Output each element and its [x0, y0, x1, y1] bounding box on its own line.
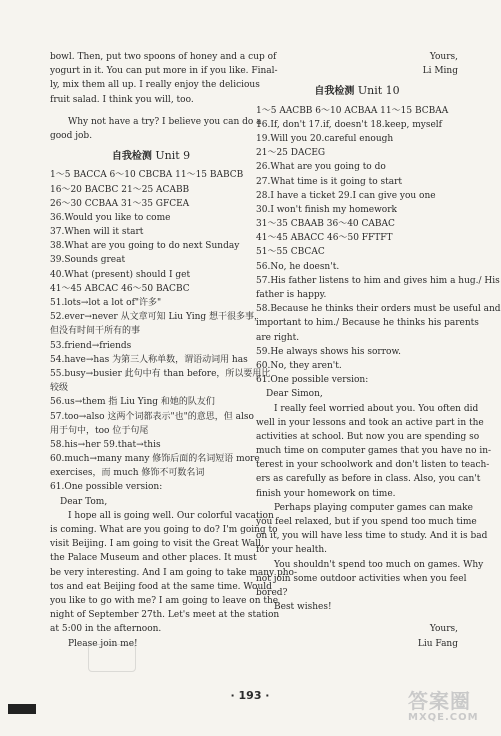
letter-line: at 5:00 in the afternoon.	[50, 624, 162, 635]
letter-line: much time on computer games that you have no in-	[256, 446, 492, 457]
answer-line: 26～30 CCBAA 31～35 GFCEA	[50, 198, 190, 209]
section-heading-unit-9: 自我检测 Unit 9	[111, 149, 191, 163]
letter-line: you feel relaxed, but if you spend too much time	[256, 517, 477, 528]
letter-closing: Best wishes!	[274, 602, 332, 613]
section-heading-unit-10: 自我检测 Unit 10	[314, 84, 400, 98]
letter-line: activities at school. But now you are spending so	[256, 431, 480, 442]
answer-line: 16～20 BACBC 21～25 ACABB	[50, 184, 190, 195]
letter-line: you like to go with me? I am going to leave on the	[50, 595, 279, 606]
letter-greeting: Dear Tom,	[60, 496, 108, 507]
answer-line: 37.When will it start	[50, 227, 144, 238]
answer-line: 57.too→also 这两个词都表示"也"的意思，但 also	[50, 411, 254, 422]
letter-line: be very interesting. And I am going to take many pho-	[50, 567, 297, 578]
answer-line: exercises，而 much 修饰不可数名词	[50, 468, 205, 479]
answer-line: 1～5 AACBB 6～10 ACBAA 11～15 BCBAA	[256, 105, 449, 116]
letter-line: Perhaps playing computer games can make	[274, 502, 473, 513]
answer-line: 21～25 DACEG	[256, 148, 326, 159]
answer-line: 41～45 ABACC 46～50 FFTFT	[256, 233, 393, 244]
letter-line: finish your homework on time.	[256, 488, 396, 499]
letter-line: I hope all is going well. Our colorful vacation	[68, 510, 274, 521]
answer-line: 28.I have a ticket 29.I can give you one	[256, 190, 436, 201]
answer-line: 52.ever→never 从文章可知 Liu Ying 想干很多事，	[50, 312, 264, 323]
signature-name: Liu Fang	[417, 638, 458, 649]
answer-line: 53.friend→friends	[50, 340, 132, 351]
answer-line: important to him./ Because he thinks his parents	[256, 318, 479, 329]
letter-line: tos and eat Beijing food at the same time. Would	[50, 581, 272, 592]
letter-line: bored?	[256, 587, 288, 598]
answer-line: 27.What time is it going to start	[256, 176, 403, 187]
answer-line: 41～45 ABCAC 46～50 BACBC	[50, 283, 190, 294]
letter-line: visit Beijing. I am going to visit the Great Wall,	[50, 539, 264, 550]
answer-line: 39.Sounds great	[50, 255, 126, 266]
page-number: · 193 ·	[230, 689, 270, 702]
answer-line: 51.lots→lot a lot of"许多"	[50, 298, 162, 309]
letter-line: You shouldn't spend too much on games. Why	[274, 559, 484, 570]
answer-line: 31～35 CBAAB 36～40 CABAC	[256, 219, 395, 230]
letter-line: terest in your schoolwork and don't listen to teach-	[256, 460, 490, 471]
answer-line: 用于句中，too 位于句尾	[50, 425, 149, 436]
letter-line: I really feel worried about you. You often did	[274, 403, 479, 414]
watermark-logo: 答案圈 MXQE.COM	[408, 689, 479, 723]
answer-line: 但没有时间干所有的事	[50, 326, 141, 337]
text-line: Why not have a try? I believe you can do a	[68, 116, 262, 127]
signature-line: Yours,	[429, 52, 458, 62]
answer-line: 54.have→has 为第三人称单数，谓语动词用 has	[50, 354, 248, 365]
answer-line: father is happy.	[256, 290, 327, 301]
answer-line: 56.No, he doesn't.	[256, 261, 340, 272]
letter-line: not join some outdoor activities when you feel	[256, 573, 467, 584]
letter-line: on it, you will have less time to study. And it is bad	[256, 531, 488, 542]
letter-line: ers as carefully as before in class. Also, you can't	[256, 474, 481, 485]
text-line: yogurt in it. You can put more in if you like. Final-	[50, 66, 278, 77]
text-line: bowl. Then, put two spoons of honey and a cup of	[50, 52, 277, 62]
answer-line: 1～5 BACCA 6～10 CBCBA 11～15 BABCB	[50, 170, 244, 181]
answer-line: are right.	[256, 332, 300, 343]
answer-line: 55.busy→busier 此句中有 than before，所以要用比	[50, 368, 271, 379]
letter-greeting: Dear Simon,	[266, 389, 323, 400]
answer-line: 38.What are you going to do next Sunday	[50, 241, 240, 252]
signature-line: Yours,	[429, 624, 458, 635]
text-line: fruit salad. I think you will, too.	[50, 94, 194, 105]
answer-line: 36.Would you like to come	[50, 212, 171, 223]
answer-line: 40.What (present) should I get	[50, 269, 191, 280]
answer-line: 56.us→them 指 Liu Ying 和她的队友们	[50, 397, 215, 408]
letter-line: night of September 27th. Let's meet at the station	[50, 610, 280, 621]
letter-line: for your health.	[256, 545, 328, 556]
answer-line: 57.His father listens to him and gives him a hug./ His	[256, 275, 500, 286]
signature-name: Li Ming	[422, 66, 458, 77]
edge-tab-marker	[8, 704, 36, 714]
answer-line: 61.One possible version:	[50, 482, 163, 493]
answer-line: 30.I won't finish my homework	[256, 204, 397, 215]
answer-line: 19.Will you 20.careful enough	[256, 133, 394, 144]
right-column	[256, 50, 501, 651]
answer-line: 60.No, they aren't.	[256, 360, 342, 371]
letter-line: Please join me!	[68, 638, 138, 649]
answer-line: 58.his→her 59.that→this	[50, 439, 161, 450]
answer-line: 58.Because he thinks their orders must be useful and	[256, 304, 501, 315]
text-line: good job.	[50, 130, 93, 141]
letter-line: is coming. What are you going to do? I'm going to	[50, 525, 278, 536]
answer-line: 61.One possible version:	[256, 375, 369, 386]
answer-line: 16.If, don't 17.if, doesn't 18.keep, myself	[256, 119, 442, 130]
answer-line: 60.much→many many 修饰后面的名词短语 more	[50, 454, 260, 465]
answer-line: 51～55 CBCAC	[256, 247, 325, 258]
faded-stamp	[88, 644, 136, 672]
text-line: ly, mix them all up. I really enjoy the delicious	[50, 80, 260, 91]
answer-line: 59.He always shows his sorrow.	[256, 346, 401, 357]
letter-line: the Palace Museum and other places. It must	[50, 553, 257, 564]
answer-line: 26.What are you going to do	[256, 162, 386, 173]
answer-line: 较级	[50, 383, 69, 394]
letter-line: well in your lessons and took an active part in the	[256, 417, 484, 428]
